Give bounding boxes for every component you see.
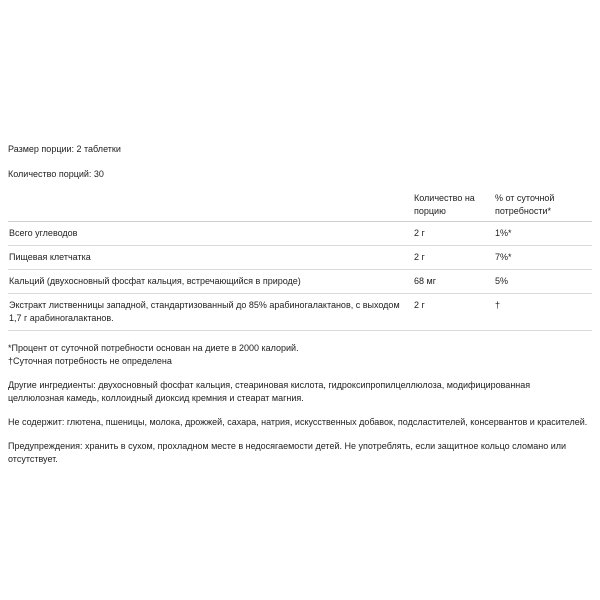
table-row — [8, 246, 592, 270]
row-amount: 2 г — [413, 222, 494, 246]
footnote-dv-not-established: †Суточная потребность не определена — [8, 356, 172, 366]
header-name — [8, 192, 413, 222]
other-ingredients: Другие ингредиенты: двухосновный фосфат кальция, стеариновая кислота, гидроксипропилцеллюлоза, модифицированная целлюлозная камедь, коллоидный диоксид кремния и стеарат магния. — [8, 380, 531, 403]
supplement-facts-panel — [8, 143, 594, 466]
footnote-calories: *Процент от суточной потребности основан на диете в 2000 калорий. — [8, 343, 299, 353]
header-daily-value: % от суточной потребности* — [494, 192, 592, 222]
row-amount: 68 мг — [413, 270, 494, 294]
row-daily-value: 7%* — [494, 246, 592, 270]
row-amount: 2 г — [413, 294, 494, 331]
serving-size: Размер порции: 2 таблетки — [8, 144, 121, 154]
row-daily-value: 1%* — [494, 222, 592, 246]
row-name: Пищевая клетчатка — [8, 246, 413, 270]
row-daily-value: † — [494, 294, 592, 331]
header-amount: Количество на порцию — [413, 192, 494, 222]
servings-per-container: Количество порций: 30 — [8, 169, 104, 179]
table-header-row — [8, 192, 592, 222]
warnings: Предупреждения: хранить в сухом, прохладном месте в недосягаемости детей. Не употреблять, если защитное кольцо сломано или отсутствует. — [8, 441, 567, 464]
table-row — [8, 222, 592, 246]
row-daily-value: 5% — [494, 270, 592, 294]
row-amount: 2 г — [413, 246, 494, 270]
table-row — [8, 270, 592, 294]
table-row — [8, 294, 592, 331]
row-name: Кальций (двухосновный фосфат кальция, встречающийся в природе) — [8, 270, 413, 294]
row-name: Всего углеводов — [8, 222, 413, 246]
nutrition-table — [8, 192, 592, 331]
row-name: Экстракт лиственницы западной, стандартизованный до 85% арабиногалактанов, с выходом 1,7 г арабиногалактанов. — [8, 294, 413, 331]
footnotes — [8, 342, 594, 368]
free-of-statement: Не содержит: глютена, пшеницы, молока, дрожжей, сахара, натрия, искусственных добавок, подсластителей, консервантов и красителей. — [8, 417, 588, 427]
